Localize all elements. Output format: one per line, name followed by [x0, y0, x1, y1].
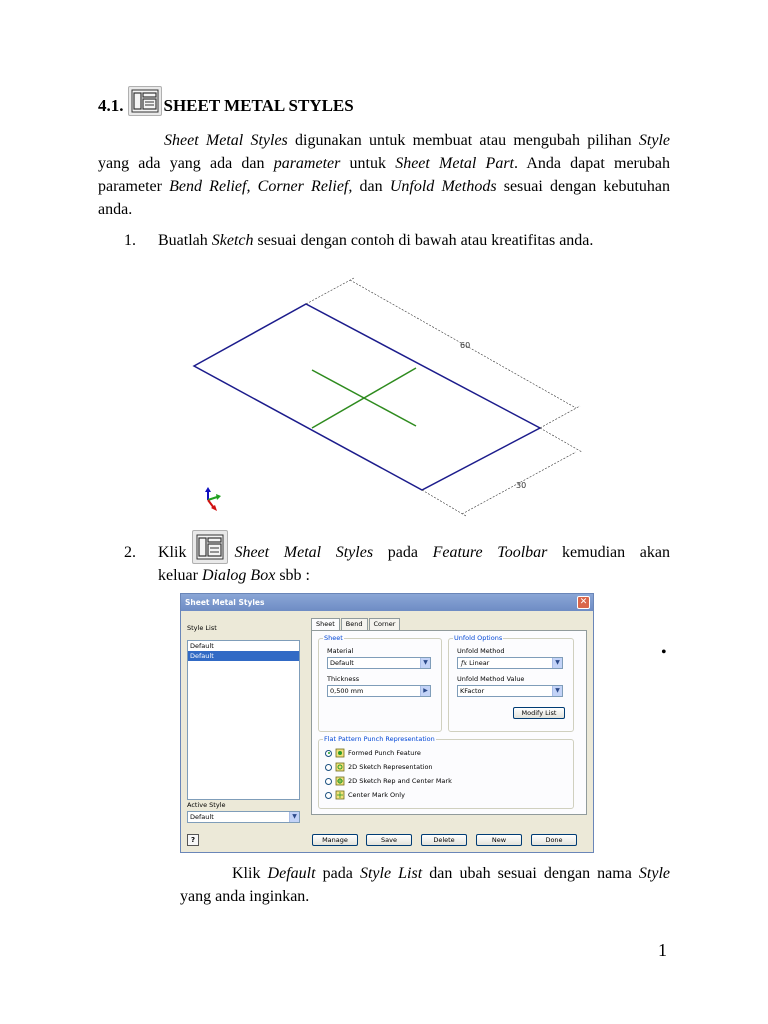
chevron-down-icon[interactable]: ▼: [289, 812, 299, 822]
term-style-list: Style List: [359, 865, 423, 882]
dialog-titlebar: [181, 594, 593, 611]
sheet-metal-styles-icon: [128, 86, 162, 116]
radio-2d-sketch[interactable]: [325, 762, 433, 772]
unfold-value-select[interactable]: [457, 685, 563, 697]
radio-label: 2D Sketch Rep and Center Mark: [348, 777, 452, 785]
term-unfold-methods: Unfold Methods: [389, 178, 497, 195]
material-label: Material: [327, 647, 354, 655]
style-list[interactable]: [187, 640, 300, 800]
new-button[interactable]: New: [476, 834, 522, 846]
tab-bend[interactable]: Bend: [341, 618, 368, 630]
unfold-value-label: Unfold Method Value: [457, 675, 525, 683]
term-sheet-metal-styles: Sheet Metal Styles: [164, 132, 288, 149]
chevron-right-icon[interactable]: ▶: [420, 686, 430, 696]
step-2: [124, 530, 670, 587]
text: dan: [352, 178, 390, 195]
active-style-label: Active Style: [187, 801, 226, 809]
radio-label: Center Mark Only: [348, 791, 405, 799]
text: sesuai dengan kebutuhan anda.: [98, 178, 671, 218]
text: sbb :: [275, 567, 310, 584]
sketch-representation-icon: [335, 762, 345, 772]
sheet-group: [318, 634, 442, 732]
help-icon[interactable]: ?: [187, 834, 199, 846]
section-number: 4.1.: [98, 96, 124, 115]
close-button[interactable]: ✕: [577, 596, 590, 609]
text: yang ada yang ada dan: [98, 155, 274, 172]
select-value: Default: [330, 659, 354, 667]
term-default: Default: [267, 865, 316, 882]
sketch-drawing: [190, 270, 590, 520]
text: Buatlah: [158, 232, 212, 249]
radio-2d-sketch-center-mark[interactable]: [325, 776, 452, 786]
tab-bar: [311, 618, 401, 630]
page-number: 1: [658, 940, 667, 960]
unfold-method-label: Unfold Method: [457, 647, 505, 655]
dimension-lines: [306, 278, 582, 516]
delete-button[interactable]: Delete: [421, 834, 467, 846]
text: keluar: [158, 567, 202, 584]
term-dialog-box: Dialog Box: [201, 567, 276, 584]
list-number: 1.: [124, 232, 136, 249]
thickness-field[interactable]: [327, 685, 431, 697]
chevron-down-icon[interactable]: ▼: [552, 686, 562, 696]
dim-width-label: 30: [516, 481, 527, 490]
text: yang anda inginkan.: [180, 888, 310, 905]
list-item[interactable]: Default: [188, 651, 299, 661]
center-cross: [312, 368, 416, 428]
term-reliefs: Bend Relief, Corner Relief,: [169, 178, 353, 195]
text: untuk: [340, 155, 396, 172]
style-list-label: Style List: [187, 624, 217, 632]
section-heading: [98, 76, 354, 116]
fx-icon: fx: [461, 659, 468, 667]
group-title: Flat Pattern Punch Representation: [324, 735, 435, 743]
term-feature-toolbar: Feature Toolbar: [432, 544, 548, 561]
unfold-method-select[interactable]: [457, 657, 563, 669]
klik-default-paragraph: [180, 862, 670, 908]
coordinate-triad-icon: [196, 486, 224, 514]
step-2-line-1: [234, 541, 670, 564]
term-sketch: Sketch: [211, 232, 254, 249]
dialog-title: Sheet Metal Styles: [185, 598, 265, 607]
text: Klik: [232, 865, 268, 882]
chevron-down-icon[interactable]: ▼: [552, 658, 562, 668]
select-value: Linear: [469, 659, 490, 667]
sheet-metal-styles-icon: [192, 530, 228, 564]
text: . Anda dapat merubah parameter: [98, 155, 670, 195]
text: sesuai dengan contoh di bawah atau kreatifitas anda.: [253, 232, 594, 249]
text: Klik: [158, 544, 187, 561]
term-style: Style: [638, 865, 671, 882]
list-number: 2.: [124, 544, 136, 561]
group-title: Sheet: [324, 634, 343, 642]
tab-corner[interactable]: Corner: [369, 618, 401, 630]
active-style-select[interactable]: [187, 811, 300, 823]
save-button[interactable]: Save: [366, 834, 412, 846]
text: pada: [373, 544, 433, 561]
radio-button[interactable]: [325, 764, 332, 771]
radio-button[interactable]: [325, 792, 332, 799]
text: pada: [315, 865, 360, 882]
punch-representation-group: [318, 735, 574, 809]
intro-paragraph: [98, 129, 670, 221]
material-select[interactable]: [327, 657, 431, 669]
group-title: Unfold Options: [454, 634, 503, 642]
term-parameter: parameter: [273, 155, 341, 172]
unfold-options-group: [448, 634, 574, 732]
section-title: SHEET METAL STYLES: [163, 96, 354, 115]
bullet: •: [661, 644, 667, 661]
sheet-metal-styles-dialog: [180, 593, 594, 853]
select-value: KFactor: [460, 687, 485, 695]
radio-button[interactable]: [325, 778, 332, 785]
term-style: Style: [638, 132, 670, 149]
radio-formed-punch[interactable]: [325, 748, 421, 758]
select-value: Default: [190, 813, 214, 821]
done-button[interactable]: Done: [531, 834, 577, 846]
radio-label: Formed Punch Feature: [348, 749, 421, 757]
text: dan ubah sesuai dengan nama: [422, 865, 639, 882]
step-1: [124, 230, 593, 252]
modify-list-button[interactable]: Modify List: [513, 707, 565, 719]
tab-sheet[interactable]: Sheet: [311, 618, 340, 631]
chevron-down-icon[interactable]: ▼: [420, 658, 430, 668]
field-value: 0,500 mm: [330, 687, 364, 695]
term-sheet-metal-styles: Sheet Metal Styles: [234, 544, 374, 561]
dim-length-label: 60: [460, 341, 471, 350]
sketch-center-mark-icon: [335, 776, 345, 786]
manage-button[interactable]: Manage: [312, 834, 358, 846]
center-mark-icon: [335, 790, 345, 800]
tab-panel: [311, 630, 587, 815]
punch-feature-icon: [335, 748, 345, 758]
thickness-label: Thickness: [327, 675, 360, 683]
term-sheet-metal-part: Sheet Metal Part: [395, 155, 514, 172]
step-2-line-2: [124, 564, 670, 587]
list-item[interactable]: Default: [190, 642, 214, 650]
radio-label: 2D Sketch Representation: [348, 763, 433, 771]
radio-center-mark-only[interactable]: [325, 790, 405, 800]
text: kemudian akan: [547, 544, 670, 561]
text: digunakan untuk membuat atau mengubah pilihan: [287, 132, 639, 149]
radio-button[interactable]: [325, 750, 332, 757]
